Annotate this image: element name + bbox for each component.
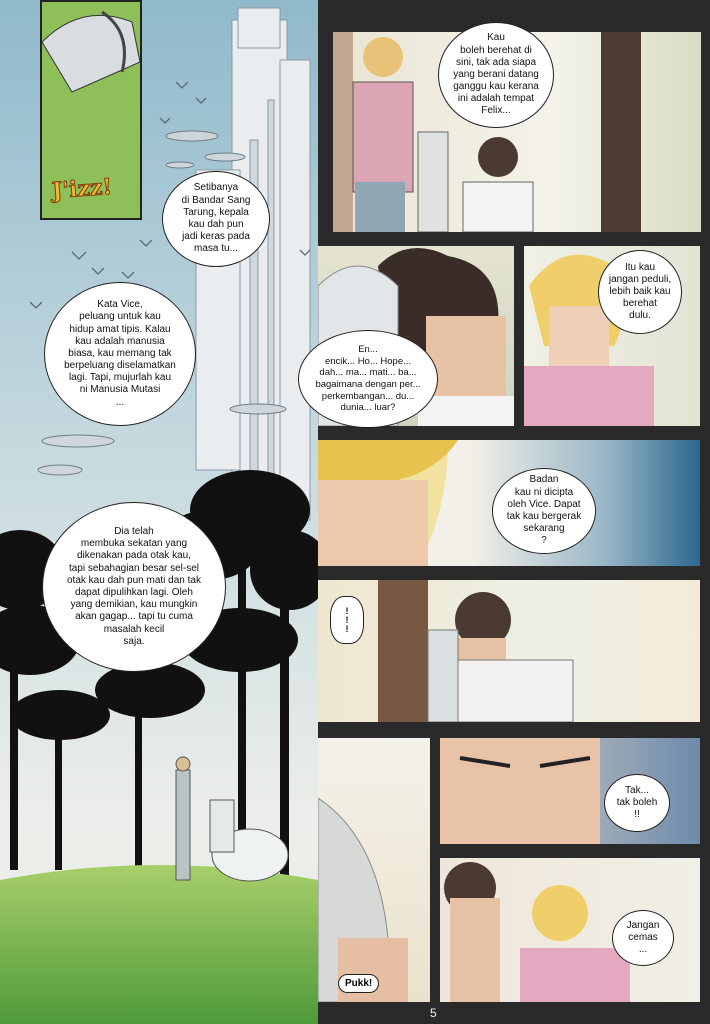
speech-bubble-1: Kau boleh berehat di sini, tak ada siapa yang berani datang ganggu kau kerana ini adalah tempat Felix... <box>438 22 554 128</box>
speech-bubble-7: Jangan cemas ... <box>612 910 674 966</box>
page-number: 5 <box>430 1006 437 1020</box>
speech-bubble-4: Badan kau ni dicipta oleh Vice. Dapat tak kau bergerak sekarang ? <box>492 468 596 554</box>
sfx-jizz: J'izz! <box>51 173 113 205</box>
speech-bubble-3: Itu kau jangan peduli, lebih baik kau berehat dulu. <box>598 250 682 334</box>
splash-panel <box>0 0 318 1024</box>
panel-4-art <box>318 580 700 722</box>
panel-5a-art <box>318 738 430 1002</box>
speech-bubble-2: En... encik... Ho... Hope... dah... ma... mati... ba... bagaimana dengan per... perkembangan... du... dunia... luar? <box>298 330 438 428</box>
panel-5a <box>318 738 430 1002</box>
narration-bubble-1: Setibanya di Bandar Sang Tarung, kepala kau dah pun jadi keras pada masa tu... <box>162 171 270 267</box>
panel-4 <box>318 580 700 722</box>
speech-bubble-5: ! ! ! <box>330 596 364 644</box>
speech-bubble-6: Tak... tak boleh !! <box>604 774 670 832</box>
narration-bubble-2: Kata Vice, peluang untuk kau hidup amat tipis. Kalau kau adalah manusia biasa, kau memang tak berpeluang diselamatkan lagi. Tapi, mujurlah kau ni Manusia Mutasi ... <box>44 282 196 426</box>
narration-bubble-3: Dia telah membuka sekatan yang dikenakan pada otak kau, tapi sebahagian besar sel-sel otak kau dah pun mati dan tak dapat dipulihkan lagi. Oleh yang demikian, kau mungkin akan gagap... tapi tu cuma masalah kecil saja. <box>42 502 226 672</box>
sfx-pukk: Pukk! <box>338 974 379 993</box>
